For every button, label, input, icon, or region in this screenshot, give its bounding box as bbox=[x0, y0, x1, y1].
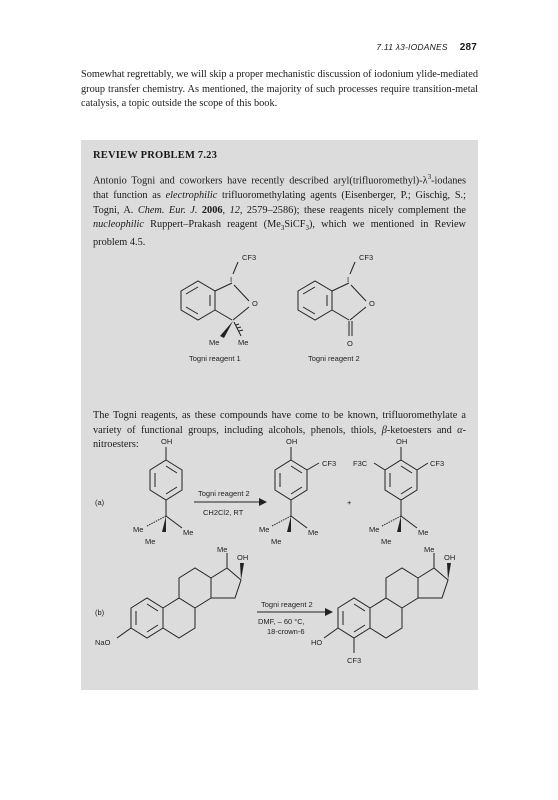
reagent-1-caption: Togni reagent 1 bbox=[189, 354, 241, 363]
cf3-label: CF3 bbox=[430, 459, 445, 468]
ho-label: HO bbox=[311, 638, 323, 647]
arrow-a-conditions: CH2Cl2, RT bbox=[203, 508, 244, 517]
reaction-b bbox=[95, 545, 455, 665]
arrow-b-conditions: DMF, – 60 °C, bbox=[258, 617, 305, 626]
methyl-label: Me bbox=[418, 528, 429, 537]
methyl-label: Me bbox=[217, 545, 228, 554]
methyl-label: Me bbox=[238, 338, 249, 347]
chemistry-figure bbox=[81, 140, 478, 690]
hydroxyl-label: OH bbox=[396, 437, 408, 446]
hydroxyl-label: OH bbox=[237, 553, 249, 562]
running-head bbox=[376, 42, 477, 53]
methyl-label: Me bbox=[133, 525, 144, 534]
methyl-label: Me bbox=[209, 338, 220, 347]
cf3-label: CF3 bbox=[359, 253, 374, 262]
hydroxyl-label: OH bbox=[444, 553, 456, 562]
methyl-label: Me bbox=[183, 528, 194, 537]
methyl-label: Me bbox=[381, 537, 392, 546]
methyl-label: Me bbox=[369, 525, 380, 534]
page-number: 287 bbox=[459, 42, 477, 53]
cf3-label: CF3 bbox=[322, 459, 337, 468]
nao-label: NaO bbox=[95, 638, 111, 647]
arrow-a-reagent: Togni reagent 2 bbox=[198, 489, 250, 498]
oxygen-label: O bbox=[369, 299, 375, 308]
review-paragraph-2: The Togni reagents, as these compounds have come to be known, trifluoromethylate a variety of functional groups, including alcohols, phenols, thiols, β-ketoesters and α-nitroesters: bbox=[93, 410, 466, 451]
arrow-b-crown-ether: 18-crown-6 bbox=[267, 627, 305, 636]
reagent-2-caption: Togni reagent 2 bbox=[308, 354, 360, 363]
togni-reagent-2-structure bbox=[298, 253, 375, 363]
cf3-label: CF3 bbox=[242, 253, 257, 262]
review-paragraph-1: Antonio Togni and coworkers have recently described $aryl(trifluoromethyl)-\lambda^3$-iodanes that function as electrophilic trifluoromethylating agents (Eisenberger, P.; Gischig, S.; Togni, A. Chem. Eur. J. 2006, 12, 2579–2586); these reagents nicely complement the nucleophilic Ruppert–Prakash reagent $(Me_3SiCF_3)$, which we mentioned in Review problem 4.5. bbox=[93, 173, 466, 248]
review-problem-title: REVIEW PROBLEM 7.23 bbox=[93, 150, 218, 161]
reaction-b-label: (b) bbox=[95, 608, 105, 617]
methyl-label: Me bbox=[259, 525, 270, 534]
reaction-a bbox=[95, 437, 444, 546]
section-title: 7.11 λ3-IODANES bbox=[376, 42, 448, 52]
methyl-label: Me bbox=[271, 537, 282, 546]
hydroxyl-label: OH bbox=[161, 437, 173, 446]
arrow-b-reagent: Togni reagent 2 bbox=[261, 600, 313, 609]
intro-paragraph: Somewhat regrettably, we will skip a proper mechanistic discussion of iodonium ylide-mediated group transfer chemistry. As mentioned, the majority of such processes require transition-metal catalysis, a topic outside the scope of this book. bbox=[81, 69, 478, 110]
oxygen-label: O bbox=[252, 299, 258, 308]
cf3-label: CF3 bbox=[347, 656, 362, 665]
methyl-label: Me bbox=[424, 545, 435, 554]
plus-sign: + bbox=[347, 498, 352, 507]
reaction-a-label: (a) bbox=[95, 498, 105, 507]
iodine-label: I bbox=[347, 275, 350, 284]
togni-reagent-1-structure bbox=[181, 253, 258, 363]
iodine-label: I bbox=[230, 275, 233, 284]
hydroxyl-label: OH bbox=[286, 437, 298, 446]
oxygen-label: O bbox=[347, 339, 353, 348]
methyl-label: Me bbox=[145, 537, 156, 546]
methyl-label: Me bbox=[308, 528, 319, 537]
f3c-label: F3C bbox=[353, 459, 368, 468]
